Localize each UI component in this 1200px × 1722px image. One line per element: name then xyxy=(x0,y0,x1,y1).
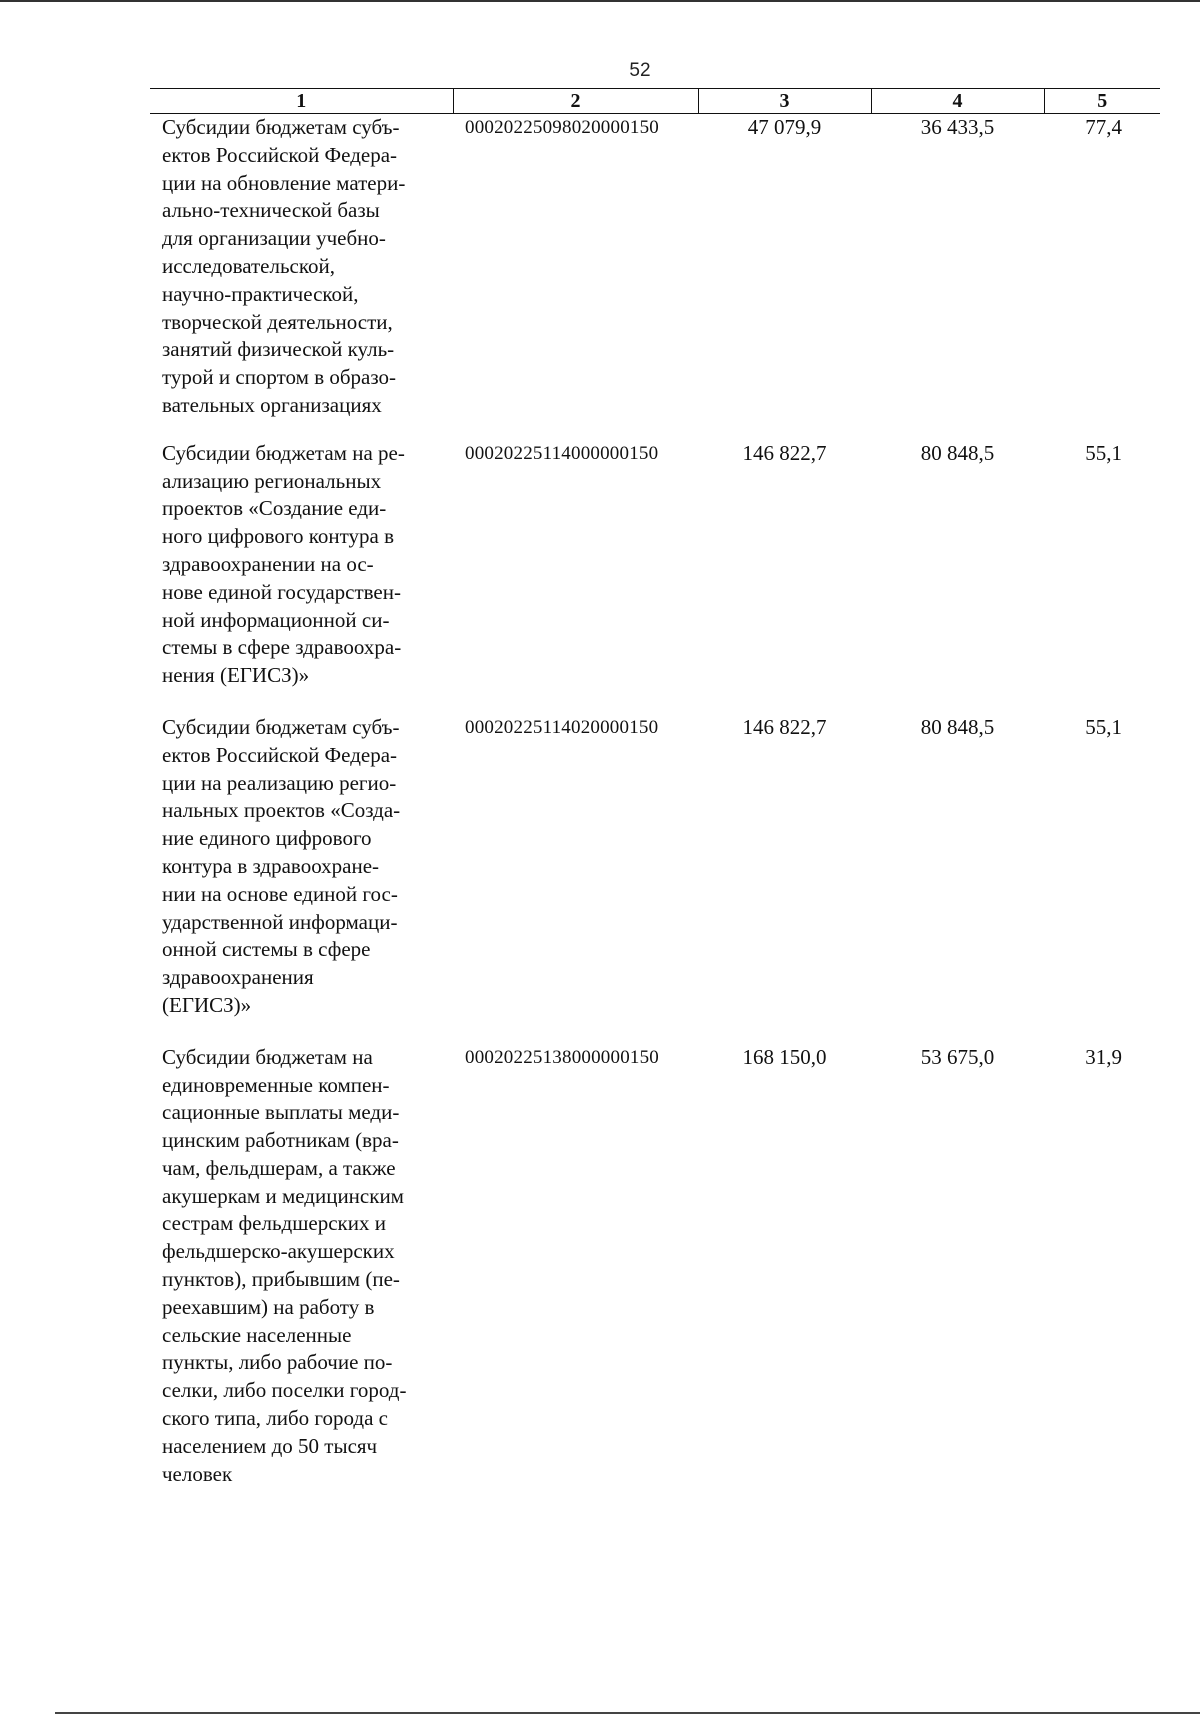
table-header xyxy=(150,89,1160,114)
description-line: Субсидии бюджетам субъ- xyxy=(162,714,400,739)
description-line: чам, фельдшерам, а также xyxy=(162,1155,396,1180)
description-line: нии на основе единой гос- xyxy=(162,881,398,906)
description-line: фельдшерско-акушерских xyxy=(162,1239,395,1264)
description-line: нальных проектов «Созда- xyxy=(162,798,401,823)
description-line: вательных организациях xyxy=(162,392,382,417)
row-value-col3: 47 079,9 xyxy=(747,115,822,139)
description-line: контура в здравоохране- xyxy=(162,853,380,878)
description-line: для организации учебно- xyxy=(162,226,386,251)
scan-border-bottom xyxy=(55,1712,1200,1714)
description-line: акушеркам и медицинским xyxy=(162,1183,404,1208)
description-line: нове единой государствен- xyxy=(162,579,401,604)
description-line: ально-технической базы xyxy=(162,198,380,223)
description-line: ции на обновление матери- xyxy=(162,170,406,195)
description-line: творческой деятельности, xyxy=(162,309,393,334)
description-line: научно-практической, xyxy=(162,281,359,306)
description-line: нения (ЕГИСЗ)» xyxy=(162,663,310,688)
description-line: селки, либо поселки город- xyxy=(162,1378,407,1403)
description-line: пунктов), прибывшим (пе- xyxy=(162,1267,400,1292)
description-line: реехавшим) на работу в xyxy=(162,1294,375,1319)
row-description xyxy=(150,1020,453,1489)
row-value-col4: 80 848,5 xyxy=(920,440,995,465)
description-line: онной системы в сфере xyxy=(162,937,371,962)
table-row xyxy=(150,420,1160,690)
row-value-col5: 55,1 xyxy=(1085,714,1122,739)
header-col-1: 1 xyxy=(150,89,453,114)
description-line: занятий физической куль- xyxy=(162,337,395,362)
row-value-col4: 80 848,5 xyxy=(920,714,995,739)
description-line: ектов Российской Федера- xyxy=(162,142,398,167)
header-col-4: 4 xyxy=(871,89,1044,114)
row-value-col4: 53 675,0 xyxy=(920,1044,995,1069)
description-line: ного цифрового контура в xyxy=(162,524,395,549)
description-line: ние единого цифрового xyxy=(162,826,372,851)
description-line: Субсидии бюджетам на ре- xyxy=(162,440,405,465)
row-value-col3: 146 822,7 xyxy=(742,440,827,465)
row-code: 00020225114020000150 xyxy=(465,716,659,738)
row-code: 00020225114000000150 xyxy=(465,442,659,464)
description-line: ударственной информаци- xyxy=(162,909,398,934)
scan-border-top xyxy=(0,0,1200,2)
header-row xyxy=(150,89,1160,114)
description-line: стемы в сфере здравоохра- xyxy=(162,635,402,660)
description-line: пункты, либо рабочие по- xyxy=(162,1350,393,1375)
row-value-col3: 146 822,7 xyxy=(742,714,827,739)
row-description xyxy=(150,114,453,420)
row-value-col3: 168 150,0 xyxy=(742,1044,827,1069)
description-line: здравоохранения xyxy=(162,965,314,990)
header-col-3: 3 xyxy=(698,89,871,114)
description-line: сационные выплаты меди- xyxy=(162,1100,400,1125)
header-col-2: 2 xyxy=(453,89,698,114)
description-line: (ЕГИСЗ)» xyxy=(162,992,252,1017)
description-line: ции на реализацию регио- xyxy=(162,770,397,795)
description-line: ского типа, либо города с xyxy=(162,1406,388,1431)
description-line: сестрам фельдшерских и xyxy=(162,1211,386,1236)
budget-table xyxy=(150,88,1160,1488)
row-code: 00020225098020000150 xyxy=(465,117,659,138)
description-line: Субсидии бюджетам на xyxy=(162,1044,373,1069)
description-line: ектов Российской Федера- xyxy=(162,742,398,767)
description-line: единовременные компен- xyxy=(162,1072,390,1097)
row-value-col4: 36 433,5 xyxy=(920,115,995,139)
page-number: 52 xyxy=(629,60,651,81)
description-line: человек xyxy=(162,1461,233,1486)
row-value-col5: 31,9 xyxy=(1085,1044,1122,1069)
description-line: ализацию региональных xyxy=(162,468,382,493)
description-line: исследовательской, xyxy=(162,253,336,278)
description-line: населением до 50 тысяч xyxy=(162,1433,378,1458)
description-line: проектов «Создание еди- xyxy=(162,496,387,521)
description-line: Субсидии бюджетам субъ- xyxy=(162,115,400,139)
description-line: ной информационной си- xyxy=(162,607,390,632)
table-row xyxy=(150,1020,1160,1489)
description-line: цинским работникам (вра- xyxy=(162,1128,399,1153)
row-description xyxy=(150,690,453,1020)
row-value-col5: 77,4 xyxy=(1085,115,1122,139)
table-row xyxy=(150,114,1160,420)
description-line: сельские населенные xyxy=(162,1322,352,1347)
description-line: здравоохранении на ос- xyxy=(162,551,374,576)
row-value-col5: 55,1 xyxy=(1085,440,1122,465)
header-col-5: 5 xyxy=(1044,89,1160,114)
row-code: 00020225138000000150 xyxy=(465,1046,659,1068)
description-line: турой и спортом в образо- xyxy=(162,365,397,390)
table-body xyxy=(150,114,1160,1489)
table-row xyxy=(150,690,1160,1020)
row-description xyxy=(150,420,453,690)
